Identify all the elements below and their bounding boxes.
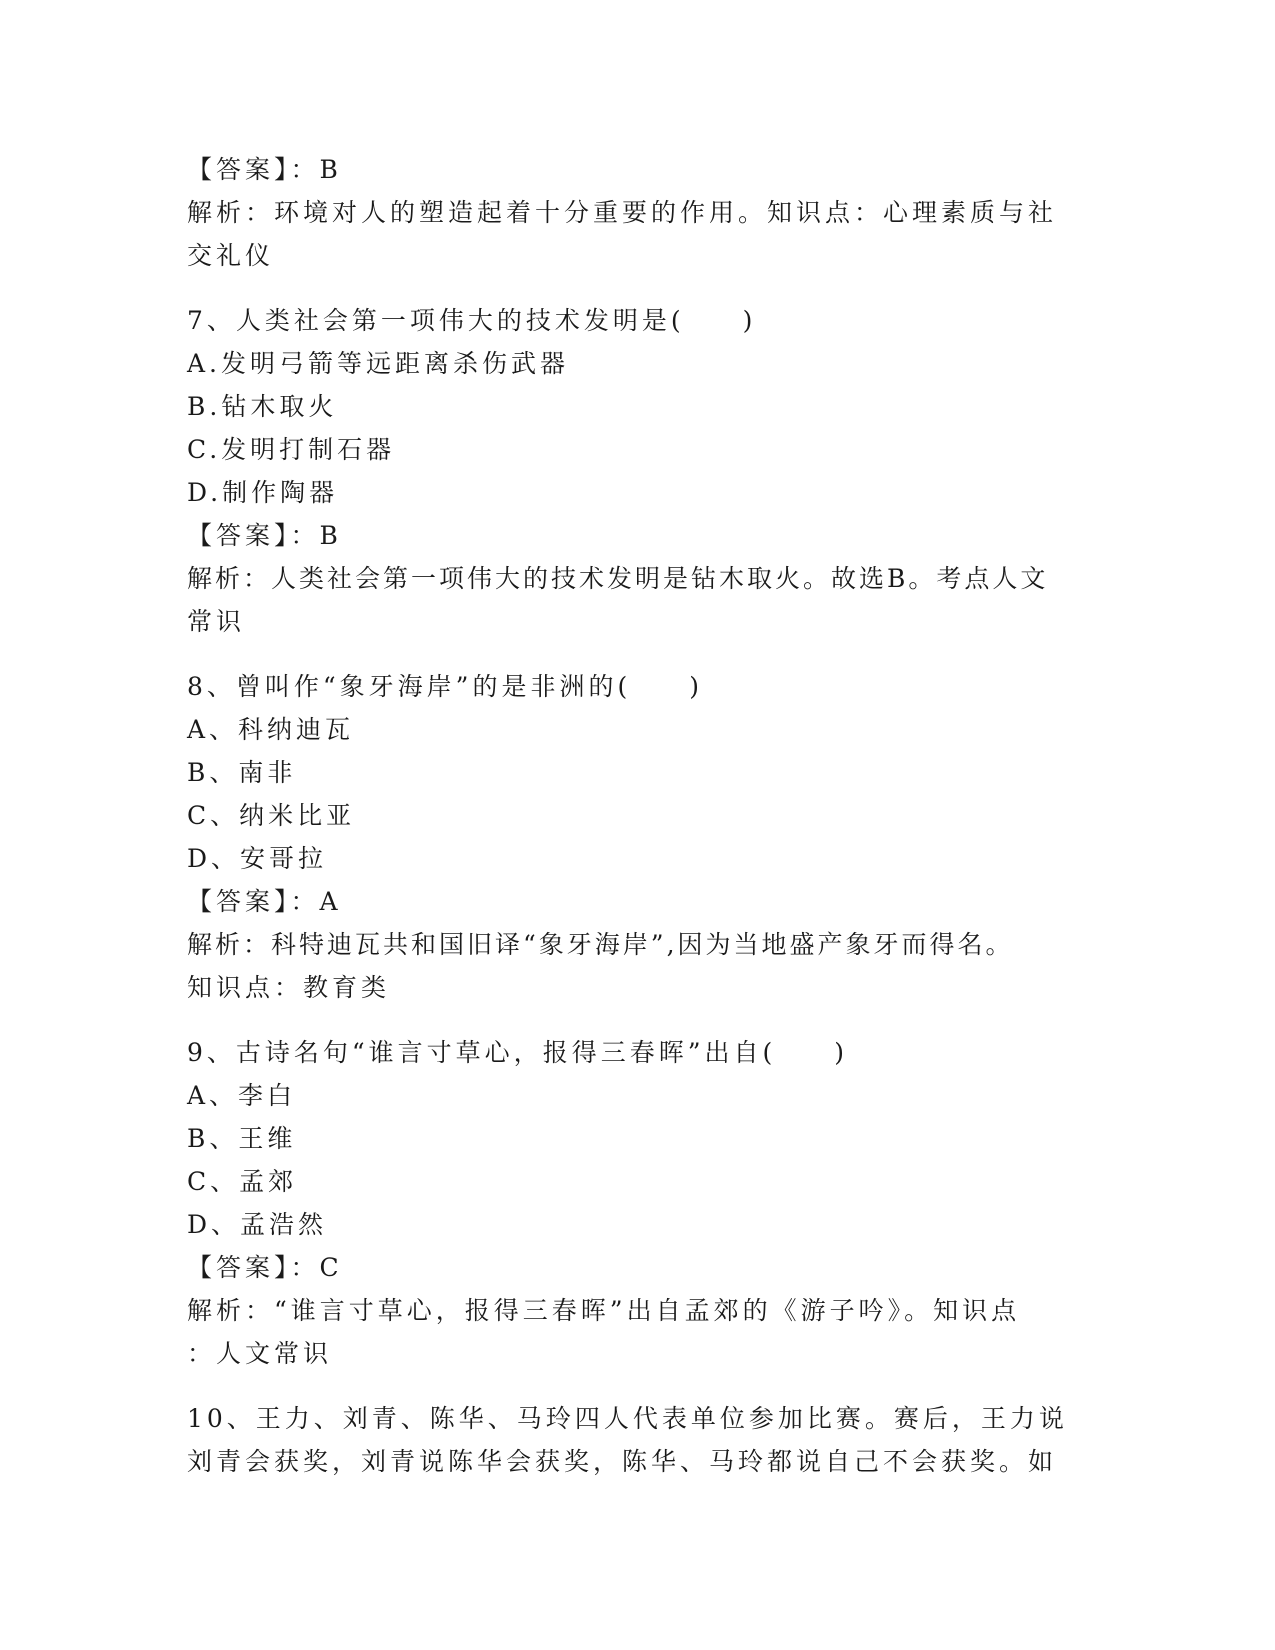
q7-analysis-line-2: 常识	[187, 607, 246, 636]
q8-option-d: D、安哥拉	[187, 844, 328, 873]
q9-option-d: D、孟浩然	[187, 1210, 328, 1239]
q7-stem: 7、人类社会第一项伟大的技术发明是( )	[187, 306, 757, 335]
q7-option-c: C.发明打制石器	[187, 435, 396, 464]
q8-option-b: B、南非	[187, 758, 297, 787]
q7-answer: 【答案】：B	[187, 521, 342, 550]
q9-analysis-line-1: 解析：“谁言寸草心，报得三春晖”出自孟郊的《游子吟》。知识点	[187, 1296, 1021, 1325]
q9-stem: 9、古诗名句“谁言寸草心，报得三春晖”出自( )	[187, 1038, 848, 1067]
q8-analysis-line-1: 解析：科特迪瓦共和国旧译“象牙海岸”,因为当地盛产象牙而得名。	[187, 930, 1014, 959]
q7-analysis-line-1: 解析：人类社会第一项伟大的技术发明是钻木取火。故选B。考点人文	[187, 564, 1049, 593]
q9-option-a: A、李白	[187, 1081, 297, 1110]
q8-analysis-line-2: 知识点：教育类	[187, 973, 391, 1002]
q8-stem: 8、曾叫作“象牙海岸”的是非洲的( )	[187, 672, 703, 701]
q7-option-a: A.发明弓箭等远距离杀伤武器	[187, 349, 570, 378]
q9-answer: 【答案】：C	[187, 1253, 343, 1282]
q6-analysis-line-2: 交礼仪	[187, 241, 275, 270]
q8-option-c: C、纳米比亚	[187, 801, 356, 830]
q6-analysis-line-1: 解析：环境对人的塑造起着十分重要的作用。知识点：心理素质与社	[187, 198, 1058, 227]
document-page	[187, 148, 1092, 1483]
q9-analysis-line-2: ：人文常识	[187, 1339, 333, 1368]
q7-option-b: B.钻木取火	[187, 392, 338, 421]
q10-stem-line-2: 刘青会获奖，刘青说陈华会获奖，陈华、马玲都说自己不会获奖。如	[187, 1447, 1058, 1476]
q8-answer: 【答案】：A	[187, 887, 342, 916]
q9-option-b: B、王维	[187, 1124, 297, 1153]
q8-option-a: A、科纳迪瓦	[187, 715, 355, 744]
q10-stem-line-1: 10、王力、刘青、陈华、马玲四人代表单位参加比赛。赛后，王力说	[187, 1404, 1068, 1433]
q7-option-d: D.制作陶器	[187, 478, 339, 507]
q6-answer: 【答案】：B	[187, 155, 342, 184]
q9-option-c: C、孟郊	[187, 1167, 298, 1196]
